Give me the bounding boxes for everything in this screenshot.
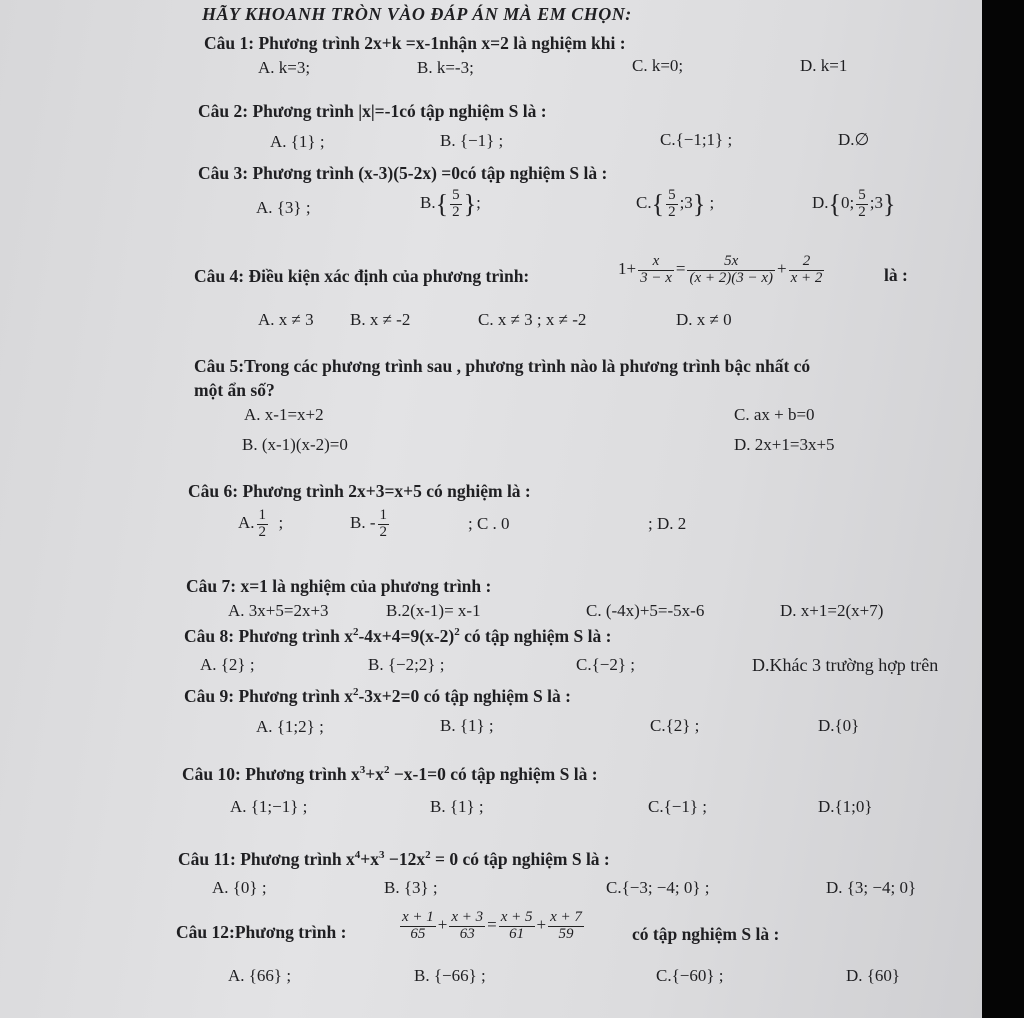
q10-option-c[interactable]: C.{−1} ; bbox=[648, 797, 707, 816]
q9-option-b[interactable]: B. {1} ; bbox=[440, 716, 494, 735]
question-4: Câu 4: Điều kiện xác định của phương trình: bbox=[194, 266, 530, 286]
q1-option-c[interactable]: C. k=0; bbox=[632, 56, 684, 75]
q5-option-c[interactable]: C. ax + b=0 bbox=[734, 405, 815, 424]
q6-option-b[interactable]: B. - $\frac{1}{2}$ bbox=[350, 507, 387, 540]
q12-option-a[interactable]: A. {66} ; bbox=[228, 966, 292, 985]
q10-option-b[interactable]: B. {1} ; bbox=[430, 797, 484, 816]
question-10: Câu 10: Phương trình $x^3+x^2 -x-1=0$ có tập nghiệm S là : bbox=[182, 764, 598, 784]
question-5-cont: một ẩn số? bbox=[194, 380, 275, 400]
q6-option-a[interactable]: A. $\frac{1}{2}$ ; bbox=[238, 507, 284, 540]
q7-option-d[interactable]: D. x+1=2(x+7) bbox=[780, 601, 884, 620]
q3-option-a[interactable]: A. {3} ; bbox=[256, 198, 311, 217]
q1-option-d[interactable]: D. k=1 bbox=[800, 56, 848, 75]
q4-option-a[interactable]: A. x ≠ 3 bbox=[258, 310, 314, 329]
q4-option-d[interactable]: D. x ≠ 0 bbox=[676, 310, 732, 329]
q11-option-c[interactable]: C.{−3; −4; 0} ; bbox=[606, 878, 710, 897]
q12-option-d[interactable]: D. {60} bbox=[846, 966, 901, 985]
q2-option-b[interactable]: B. {−1} ; bbox=[440, 131, 504, 150]
q7-option-c[interactable]: C. (-4x)+5=-5x-6 bbox=[586, 601, 705, 620]
q4-equation: 1+ $\frac{x}{3 - x}$ = $\frac{5x}{(x + 2)(3 - x)}$ + $\frac{2}{x + 2}$ bbox=[618, 253, 823, 286]
dark-border bbox=[982, 0, 1024, 1018]
question-7: Câu 7: x=1 là nghiệm của phương trình : bbox=[186, 576, 492, 596]
q11-option-a[interactable]: A. {0} ; bbox=[212, 878, 267, 897]
question-1: Câu 1: Phương trình 2x+k =x-1nhận x=2 là nghiệm khi : bbox=[204, 33, 626, 53]
question-3: Câu 3: Phương trình (x-3)(5-2x) =0có tập nghiệm S là : bbox=[198, 163, 608, 183]
question-9: Câu 9: Phương trình $x^2-3x+2=0$ có tập nghiệm S là : bbox=[184, 686, 571, 706]
question-5: Câu 5:Trong các phương trình sau , phương trình nào là phương trình bậc nhất có bbox=[194, 356, 811, 376]
q9-option-d[interactable]: D.{0} bbox=[818, 716, 860, 735]
q2-option-a[interactable]: A. {1} ; bbox=[270, 132, 325, 151]
q8-option-b[interactable]: B. {−2;2} ; bbox=[368, 655, 445, 674]
q9-option-c[interactable]: C.{2} ; bbox=[650, 716, 700, 735]
q2-option-d[interactable]: D.∅ bbox=[838, 130, 870, 149]
q10-option-a[interactable]: A. {1;−1} ; bbox=[230, 797, 308, 816]
q4-option-b[interactable]: B. x ≠ -2 bbox=[350, 310, 411, 329]
q8-option-d[interactable]: D.Khác 3 trường hợp trên bbox=[752, 655, 939, 675]
q3-option-d[interactable]: D.{0; $\frac{5}{2}$ ;3} bbox=[812, 187, 896, 220]
question-6: Câu 6: Phương trình 2x+3=x+5 có nghiệm là : bbox=[188, 481, 531, 501]
q5-option-b[interactable]: B. (x-1)(x-2)=0 bbox=[242, 435, 348, 454]
q10-option-d[interactable]: D.{1;0} bbox=[818, 797, 873, 816]
q12-tail: có tập nghiệm S là : bbox=[632, 924, 780, 944]
q11-option-b[interactable]: B. {3} ; bbox=[384, 878, 438, 897]
q1-option-a[interactable]: A. k=3; bbox=[258, 58, 311, 77]
question-2: Câu 2: Phương trình |x|=-1có tập nghiệm S là : bbox=[198, 101, 547, 121]
question-12: Câu 12:Phương trình : bbox=[176, 922, 347, 942]
q7-option-b[interactable]: B.2(x-1)= x-1 bbox=[386, 601, 481, 620]
q11-option-d[interactable]: D. {3; −4; 0} bbox=[826, 878, 917, 897]
q5-option-d[interactable]: D. 2x+1=3x+5 bbox=[734, 435, 835, 454]
question-11: Câu 11: Phương trình $x^4+x^3 -12x^2 = 0$ có tập nghiệm S là : bbox=[178, 849, 610, 869]
q8-option-a[interactable]: A. {2} ; bbox=[200, 655, 255, 674]
q6-option-d[interactable]: ; D. 2 bbox=[648, 514, 687, 533]
instruction-title: HÃY KHOANH TRÒN VÀO ĐÁP ÁN MÀ EM CHỌN: bbox=[202, 4, 632, 24]
q12-option-b[interactable]: B. {−66} ; bbox=[414, 966, 486, 985]
q4-option-c[interactable]: C. x ≠ 3 ; x ≠ -2 bbox=[478, 310, 587, 329]
question-8: Câu 8: Phương trình $x^2-4x+4=9(x-2)^2$ có tập nghiệm S là : bbox=[184, 626, 612, 646]
q4-tail: là : bbox=[884, 265, 908, 285]
q8-option-c[interactable]: C.{−2} ; bbox=[576, 655, 635, 674]
q5-option-a[interactable]: A. x-1=x+2 bbox=[244, 405, 324, 424]
q7-option-a[interactable]: A. 3x+5=2x+3 bbox=[228, 601, 329, 620]
q2-option-c[interactable]: C.{−1;1} ; bbox=[660, 130, 733, 149]
q12-equation: $\frac{x + 1}{65}$ + $\frac{x + 3}{63}$ = $\frac{x + 5}{61}$ + $\frac{x + 7}{59}$ bbox=[402, 909, 582, 942]
q9-option-a[interactable]: A. {1;2} ; bbox=[256, 717, 324, 736]
q6-option-c[interactable]: ; C . 0 bbox=[468, 514, 510, 533]
q3-option-b[interactable]: B.{ $\frac{5}{2}$ }; bbox=[420, 187, 481, 220]
q3-option-c[interactable]: C.{ $\frac{5}{2}$ ;3} ; bbox=[636, 187, 715, 220]
q1-option-b[interactable]: B. k=-3; bbox=[417, 58, 474, 77]
q12-option-c[interactable]: C.{−60} ; bbox=[656, 966, 724, 985]
